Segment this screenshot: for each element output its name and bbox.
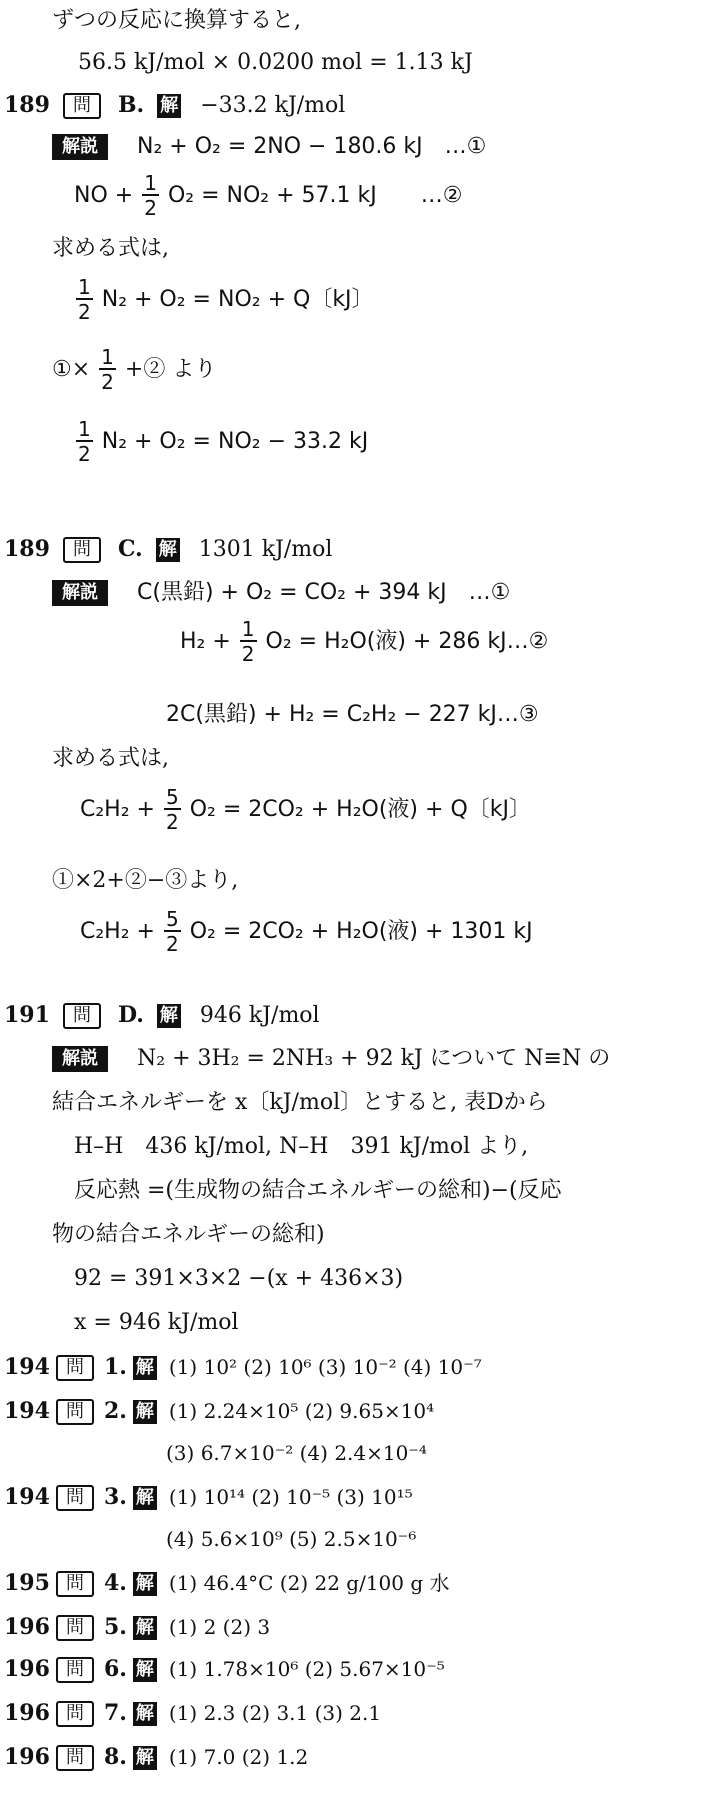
equation-line: 2C(黒鉛) + H₂ = C₂H₂ − 227 kJ…③ xyxy=(166,702,539,727)
text-line: 反応熱 =(生成物の結合エネルギーの総和)−(反応 xyxy=(74,1178,562,1203)
question-number: 3. xyxy=(103,1484,127,1510)
kai-badge: 解 xyxy=(133,1702,157,1726)
numerator: 1 xyxy=(78,275,91,299)
equation-part: +② より xyxy=(124,357,217,382)
question-number: 2. xyxy=(103,1398,127,1424)
text-line: 物の結合エネルギーの総和) xyxy=(52,1222,325,1247)
answer-value: −33.2 kJ/mol xyxy=(200,93,346,118)
page-number: 194 xyxy=(4,1398,50,1424)
numerator: 1 xyxy=(78,417,91,441)
kai-badge: 解 xyxy=(133,1616,157,1640)
question-number: 1. xyxy=(103,1354,127,1380)
equation-part: ①× xyxy=(52,357,91,382)
mon-badge: 問 xyxy=(56,1399,94,1425)
kai-badge: 解 xyxy=(133,1746,157,1770)
explanation-line xyxy=(52,130,486,164)
explanation-text: N₂ + 3H₂ = 2NH₃ + 92 kJ について N≡N の xyxy=(137,1046,611,1071)
equation-line xyxy=(74,418,368,466)
answer-row xyxy=(4,1480,413,1515)
question-letter: D. xyxy=(117,1002,144,1028)
mon-badge: 問 xyxy=(63,537,101,563)
text-line: ①×2+②−③より, xyxy=(52,868,239,893)
equation-part: C₂H₂ + xyxy=(80,919,162,944)
kaisetsu-badge: 解説 xyxy=(52,134,108,160)
mon-badge: 問 xyxy=(56,1571,94,1597)
equation-line: 92 = 391×3×2 −(x + 436×3) xyxy=(74,1266,404,1291)
equation-part: O₂ = NO₂ + 57.1 kJ …② xyxy=(167,183,463,208)
fraction xyxy=(240,618,257,666)
text-line: 求める式は, xyxy=(52,236,169,261)
equation-line xyxy=(74,172,462,220)
fraction xyxy=(99,346,116,394)
answer-text: (1) 1.78×10⁶ (2) 5.67×10⁻⁵ xyxy=(168,1657,445,1681)
mon-badge: 問 xyxy=(56,1615,94,1641)
kai-badge: 解 xyxy=(156,538,180,562)
text-line: ずつの反応に換算すると, xyxy=(52,8,301,33)
answer-row xyxy=(4,1610,270,1645)
equation-part: C₂H₂ + xyxy=(80,797,162,822)
numerator: 5 xyxy=(165,785,179,809)
denominator: 2 xyxy=(165,810,179,834)
equation-part: NO + xyxy=(74,183,141,208)
kai-badge: 解 xyxy=(133,1400,157,1424)
equation-line xyxy=(52,346,216,394)
question-letter: C. xyxy=(117,536,143,562)
kai-badge: 解 xyxy=(157,1004,181,1028)
kaisetsu-badge: 解説 xyxy=(52,1046,108,1072)
question-number: 5. xyxy=(103,1614,127,1640)
mon-badge: 問 xyxy=(63,93,101,119)
equation-line xyxy=(180,618,548,666)
page-number: 194 xyxy=(4,1354,50,1380)
denominator: 2 xyxy=(241,642,255,666)
equation-part: N₂ + O₂ = NO₂ − 33.2 kJ xyxy=(101,429,369,454)
mon-badge: 問 xyxy=(56,1355,94,1381)
equation: N₂ + O₂ = 2NO − 180.6 kJ …① xyxy=(137,134,487,159)
fraction xyxy=(164,908,181,956)
question-header-189b xyxy=(4,88,345,123)
numerator: 5 xyxy=(165,907,179,931)
kai-badge: 解 xyxy=(133,1356,157,1380)
page-number: 191 xyxy=(4,1002,50,1028)
page-number: 195 xyxy=(4,1570,50,1596)
page-number: 194 xyxy=(4,1484,50,1510)
answer-continuation: (3) 6.7×10⁻² (4) 2.4×10⁻⁴ xyxy=(166,1441,427,1465)
answer-value: 946 kJ/mol xyxy=(199,1003,320,1028)
question-header-191d xyxy=(4,998,320,1033)
denominator: 2 xyxy=(165,932,179,956)
explanation-line xyxy=(52,1042,610,1076)
question-letter: B. xyxy=(117,92,145,118)
question-number: 7. xyxy=(103,1700,127,1726)
kai-badge: 解 xyxy=(133,1572,157,1596)
equation-part: N₂ + O₂ = NO₂ + Q〔kJ〕 xyxy=(101,287,374,312)
equation-part: O₂ = H₂O(液) + 286 kJ…② xyxy=(265,629,549,654)
fraction xyxy=(142,172,159,220)
page-number: 196 xyxy=(4,1614,50,1640)
answer-row xyxy=(4,1350,482,1385)
answer-continuation: (4) 5.6×10⁹ (5) 2.5×10⁻⁶ xyxy=(166,1527,417,1551)
denominator: 2 xyxy=(78,442,91,466)
kai-badge: 解 xyxy=(133,1658,157,1682)
answer-row xyxy=(4,1696,381,1731)
mon-badge: 問 xyxy=(56,1657,94,1683)
answer-text: (1) 10¹⁴ (2) 10⁻⁵ (3) 10¹⁵ xyxy=(168,1485,413,1509)
equation-part: O₂ = 2CO₂ + H₂O(液) + 1301 kJ xyxy=(189,919,533,944)
mon-badge: 問 xyxy=(63,1003,101,1029)
answer-row xyxy=(4,1394,434,1429)
answer-row xyxy=(4,1740,308,1775)
equation-line xyxy=(74,276,374,324)
kai-badge: 解 xyxy=(133,1486,157,1510)
mon-badge: 問 xyxy=(56,1745,94,1771)
answer-text: (1) 2 (2) 3 xyxy=(168,1615,271,1639)
answer-value: 1301 kJ/mol xyxy=(198,537,333,562)
fraction xyxy=(76,418,93,466)
question-header-189c xyxy=(4,532,332,567)
denominator: 2 xyxy=(144,196,157,220)
answer-text: (1) 10² (2) 10⁶ (3) 10⁻² (4) 10⁻⁷ xyxy=(168,1355,482,1379)
equation-part: O₂ = 2CO₂ + H₂O(液) + Q〔kJ〕 xyxy=(189,797,531,822)
explanation-line xyxy=(52,576,510,610)
fraction xyxy=(76,276,93,324)
kaisetsu-badge: 解説 xyxy=(52,580,108,606)
page-number: 189 xyxy=(4,536,50,562)
equation-line xyxy=(80,908,533,956)
answer-row xyxy=(4,1652,445,1687)
question-number: 8. xyxy=(103,1744,127,1770)
numerator: 1 xyxy=(101,345,114,369)
question-number: 4. xyxy=(103,1570,127,1596)
denominator: 2 xyxy=(101,370,114,394)
fraction xyxy=(164,786,181,834)
equation: C(黒鉛) + O₂ = CO₂ + 394 kJ …① xyxy=(137,580,511,605)
page-number: 196 xyxy=(4,1744,50,1770)
question-number: 6. xyxy=(103,1656,127,1682)
answer-text: (1) 7.0 (2) 1.2 xyxy=(168,1745,309,1769)
page-number: 196 xyxy=(4,1656,50,1682)
answer-text: (1) 46.4°C (2) 22 g/100 g 水 xyxy=(168,1571,450,1595)
answer-row xyxy=(4,1566,450,1601)
kai-badge: 解 xyxy=(157,94,181,118)
numerator: 1 xyxy=(241,617,255,641)
text-line: H–H 436 kJ/mol, N–H 391 kJ/mol より, xyxy=(74,1134,529,1159)
numerator: 1 xyxy=(144,171,157,195)
answer-text: (1) 2.3 (2) 3.1 (3) 2.1 xyxy=(168,1701,382,1725)
answer-text: (1) 2.24×10⁵ (2) 9.65×10⁴ xyxy=(168,1399,435,1423)
equation-line xyxy=(80,786,531,834)
denominator: 2 xyxy=(78,300,91,324)
mon-badge: 問 xyxy=(56,1485,94,1511)
page-number: 189 xyxy=(4,92,50,118)
text-line: 結合エネルギーを x〔kJ/mol〕とすると, 表Dから xyxy=(52,1090,548,1115)
equation-part: H₂ + xyxy=(180,629,238,654)
page-number: 196 xyxy=(4,1700,50,1726)
equation-line: x = 946 kJ/mol xyxy=(74,1310,239,1335)
mon-badge: 問 xyxy=(56,1701,94,1727)
equation-line: 56.5 kJ/mol × 0.0200 mol = 1.13 kJ xyxy=(78,50,473,75)
text-line: 求める式は, xyxy=(52,746,169,771)
